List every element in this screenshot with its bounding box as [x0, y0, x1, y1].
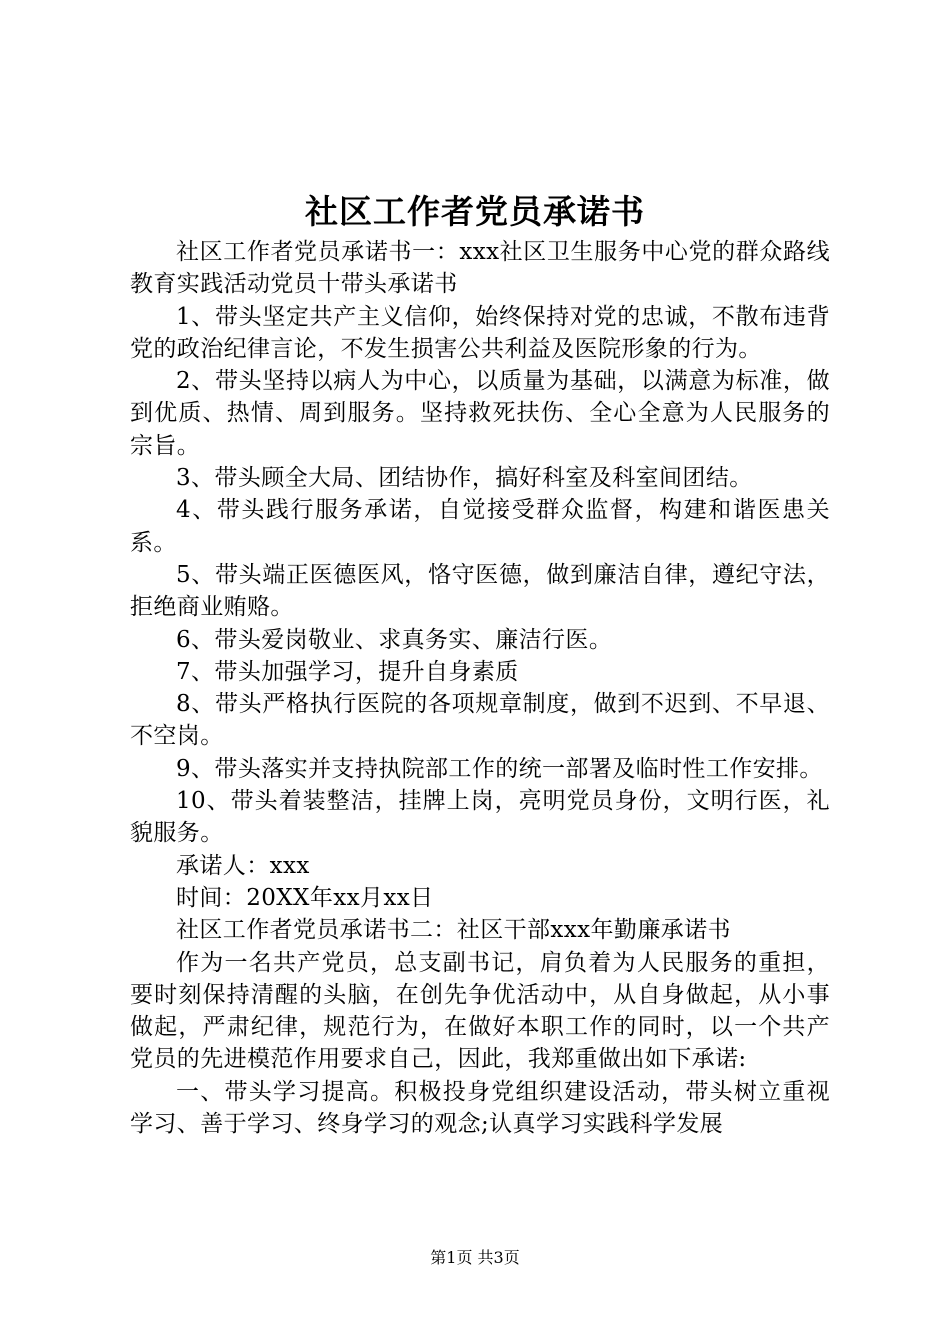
- paragraph: 1、带头坚定共产主义信仰，始终保持对党的忠诚，不散布违背党的政治纪律言论，不发生损害公共利益及医院形象的行为。: [130, 303, 830, 362]
- paragraph: 5、带头端正医德医风，恪守医德，做到廉洁自律，遵纪守法，拒绝商业贿赂。: [130, 561, 830, 621]
- paragraph: 社区工作者党员承诺书一：xxx社区卫生服务中心党的群众路线教育实践活动党员十带头承诺书: [130, 239, 830, 298]
- paragraph: 2、带头坚持以病人为中心，以质量为基础，以满意为标准，做到优质、热情、周到服务。坚持救死扶伤、全心全意为人民服务的宗旨。: [130, 368, 830, 459]
- paragraph: 8、带头严格执行医院的各项规章制度，做到不迟到、不早退、不空岗。: [130, 691, 830, 750]
- paragraph: 作为一名共产党员，总支副书记，肩负着为人民服务的重担，要时刻保持清醒的头脑，在创先争优活动中，从自身做起，从小事做起，严肃纪律，规范行为，在做好本职工作的同时，以一个共产党员的先进模范作用要求自己，因此，我郑重做出如下承诺:: [130, 949, 830, 1073]
- paragraph: 7、带头加强学习，提升自身素质: [176, 658, 519, 685]
- signature-line: 承诺人：xxx: [176, 852, 310, 879]
- paragraph: 一、带头学习提高。积极投身党组织建设活动，带头树立重视学习、善于学习、终身学习的观念;认真学习实践科学发展: [130, 1078, 830, 1138]
- date-line: 时间：20XX年xx月xx日: [176, 884, 434, 911]
- paragraph: 9、带头落实并支持执院部工作的统一部署及临时性工作安排。: [176, 755, 823, 782]
- document-title: 社区工作者党员承诺书: [305, 192, 645, 231]
- section-heading: 社区工作者党员承诺书二：社区干部xxx年勤廉承诺书: [176, 917, 731, 944]
- document-body: [130, 236, 830, 1140]
- paragraph: 3、带头顾全大局、团结协作，搞好科室及科室间团结。: [176, 465, 753, 492]
- paragraph: 10、带头着装整洁，挂牌上岗，亮明党员身份，文明行医，礼貌服务。: [130, 788, 830, 847]
- paragraph: 4、带头践行服务承诺，自觉接受群众监督，构建和谐医患关系。: [130, 497, 830, 556]
- paragraph: 6、带头爱岗敬业、求真务实、廉洁行医。: [176, 626, 613, 653]
- page-footer: 第1页 共3页: [430, 1248, 520, 1267]
